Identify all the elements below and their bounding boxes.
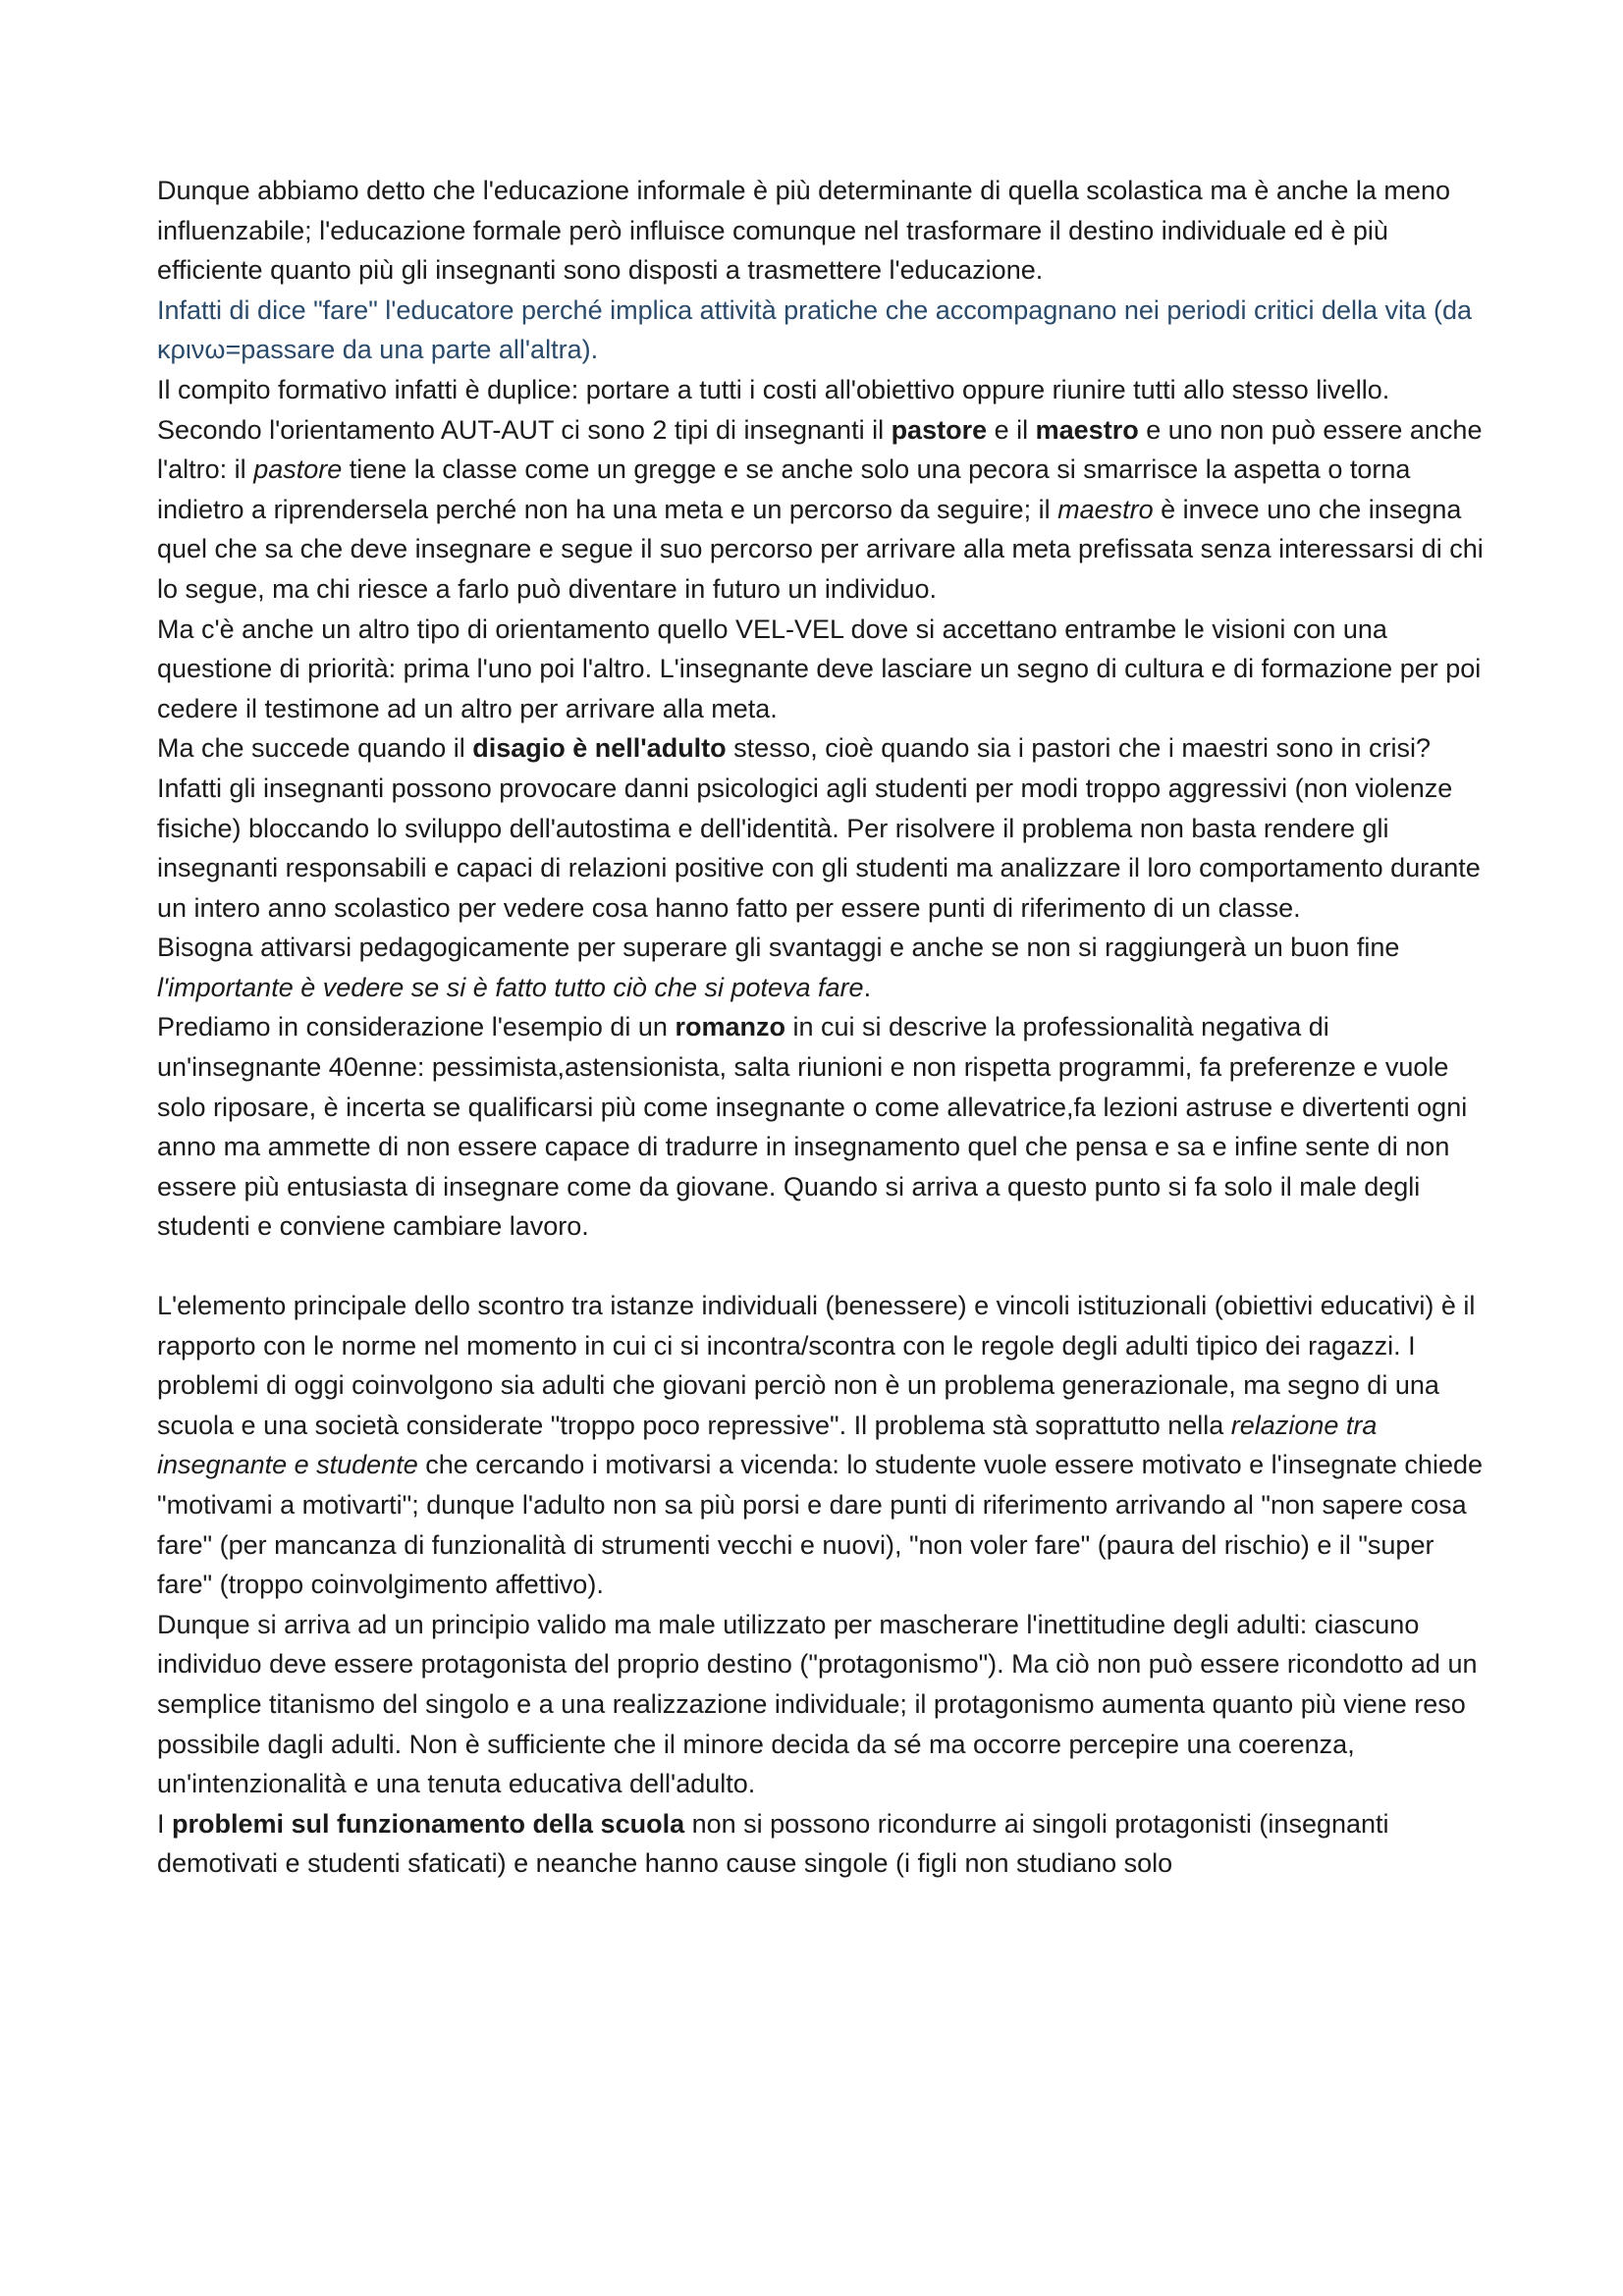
paragraph-educator-definition: [157, 291, 1488, 370]
text-segment: Il compito formativo infatti è duplice: portare a tutti i costi all'obiettivo oppure riunire tutti allo stesso livello. Secondo l'orientamento AUT-AUT ci sono 2 tipi di insegnanti il: [157, 374, 1390, 445]
text-segment: stesso, cioè quando sia i pastori che i maestri sono in crisi?: [726, 733, 1432, 764]
text-segment: Dunque abbiamo detto che l'educazione informale è più determinante di quella scolastica ma è anche la meno influenzabile; l'educazione formale però influisce comunque nel trasformare il destino individuale ed è più efficiente quanto più gli insegnanti sono disposti a trasmettere l'educazione.: [157, 176, 1450, 286]
document-page: [157, 171, 1488, 1884]
text-segment: è invece uno che insegna quel che sa che deve insegnare e segue il suo percorso per arrivare alla meta prefissata senza interessarsi di chi lo segue, ma chi riesce a farlo può diventare in futuro un individuo.: [157, 494, 1484, 604]
paragraph-romanzo-example: [157, 1007, 1488, 1247]
italic-term-pastore: pastore: [253, 454, 343, 485]
paragraph-norms-conflict: [157, 1286, 1488, 1605]
text-segment: Dunque si arriva ad un principio valido ma male utilizzato per mascherare l'inettitudine degli adulti: ciascuno individuo deve essere protagonista del proprio destino ("protagonismo"). Ma ciò non può essere ricondotto ad un semplice titanismo del singolo e a una realizzazione individuale; il protagonismo aumenta quanto più viene reso possibile dagli adulti. Non è sufficiente che il minore decida da sé ma occorre percepire una coerenza, un'intenzionalità e una tenuta educativa dell'adulto.: [157, 1609, 1478, 1799]
text-segment: Bisogna attivarsi pedagogicamente per superare gli svantaggi e anche se non si raggiungerà un buon fine: [157, 933, 1400, 963]
text-segment: che cercando i motivarsi a vicenda: lo studente vuole essere motivato e l'insegnate chiede "motivami a motivarti"; dunque l'adulto non sa più porsi e dare punti di riferimento arrivando al "non sapere cosa fare" (per mancanza di funzionalità di strumenti vecchi e nuovi), "non voler fare" (paura del rischio) e il "super fare" (troppo coinvolgimento affettivo).: [157, 1450, 1483, 1600]
italic-term-maestro: maestro: [1057, 494, 1154, 524]
bold-term-maestro: maestro: [1035, 414, 1139, 445]
text-segment: tiene la classe come un gregge e se anche solo una pecora si smarrisce la aspetta o torna indietro a riprendersela perché non ha una meta e un percorso da seguire; il: [157, 454, 1411, 524]
text-segment: non si possono ricondurre ai singoli protagonisti (insegnanti demotivati e studenti sfaticati) e neanche hanno cause singole (i figli non studiano solo: [157, 1808, 1389, 1879]
text-segment: Prediamo in considerazione l'esempio di un: [157, 1012, 676, 1042]
bold-term-romanzo: romanzo: [675, 1012, 785, 1042]
italic-phrase-importante: l'importante è vedere se si è fatto tutto ciò che si poteva fare: [157, 972, 864, 1002]
bold-term-pastore: pastore: [891, 414, 988, 445]
text-segment: Ma che succede quando il: [157, 733, 473, 764]
paragraph-pedagogical-activation: [157, 928, 1488, 1007]
paragraph-school-problems: [157, 1804, 1488, 1884]
bold-term-disagio: disagio è nell'adulto: [472, 733, 727, 764]
bold-phrase-problemi-scuola: problemi sul funzionamento della scuola: [172, 1808, 685, 1839]
paragraph-adult-disagio: [157, 728, 1488, 769]
text-segment: e uno non può essere anche l'altro: il: [157, 414, 1483, 485]
italic-phrase-relazione: relazione tra insegnante e studente: [157, 1410, 1378, 1480]
text-segment: Infatti di dice "fare" l'educatore perché implica attività pratiche che accompagnano nei periodi critici della vita (da κρινω=passare da una parte all'altra).: [157, 294, 1473, 365]
text-segment: in cui si descrive la professionalità negativa di un'insegnante 40enne: pessimista,astensionista, salta riunioni e non rispetta programmi, fa preferenze e vuole solo riposare, è incerta se qualificarsi più come insegnante o come allevatrice,fa lezioni astruse e divertenti ogni anno ma ammette di non essere capace di tradurre in insegnamento quel che pensa e sa e infine sente di non essere più entusiasta di insegnare come da giovane. Quando si arriva a questo punto si fa solo il male degli studenti e conviene cambiare lavoro.: [157, 1012, 1468, 1242]
text-segment: Infatti gli insegnanti possono provocare danni psicologici agli studenti per modi troppo aggressivi (non violenze fisiche) bloccando lo sviluppo dell'autostima e dell'identità. Per risolvere il problema non basta rendere gli insegnanti responsabili e capaci di relazioni positive con gli studenti ma analizzare il loro comportamento durante un intero anno scolastico per vedere cosa hanno fatto per essere punti di riferimento di un classe.: [157, 773, 1481, 923]
paragraph-vel-vel: [157, 610, 1488, 729]
paragraph-aut-aut: [157, 370, 1488, 610]
paragraph-protagonismo: [157, 1605, 1488, 1804]
paragraph-informal-education: [157, 171, 1488, 291]
text-segment: .: [863, 972, 872, 1002]
paragraph-psychological-damage: [157, 769, 1488, 928]
text-segment: e il: [987, 414, 1036, 445]
text-segment: I: [157, 1808, 173, 1839]
text-segment: L'elemento principale dello scontro tra istanze individuali (benessere) e vincoli istituzionali (obiettivi educativi) è il rapporto con le norme nel momento in cui ci si incontra/scontra con le regole degli adulti tipico dei ragazzi. I problemi di oggi coinvolgono sia adulti che giovani perciò non è un problema generazionale, ma segno di una scuola e una società considerate "troppo poco repressive". Il problema stà soprattutto nella: [157, 1291, 1476, 1440]
text-segment: Ma c'è anche un altro tipo di orientamento quello VEL-VEL dove si accettano entrambe le visioni con una questione di priorità: prima l'uno poi l'altro. L'insegnante deve lasciare un segno di cultura e di formazione per poi cedere il testimone ad un altro per arrivare alla meta.: [157, 614, 1482, 723]
